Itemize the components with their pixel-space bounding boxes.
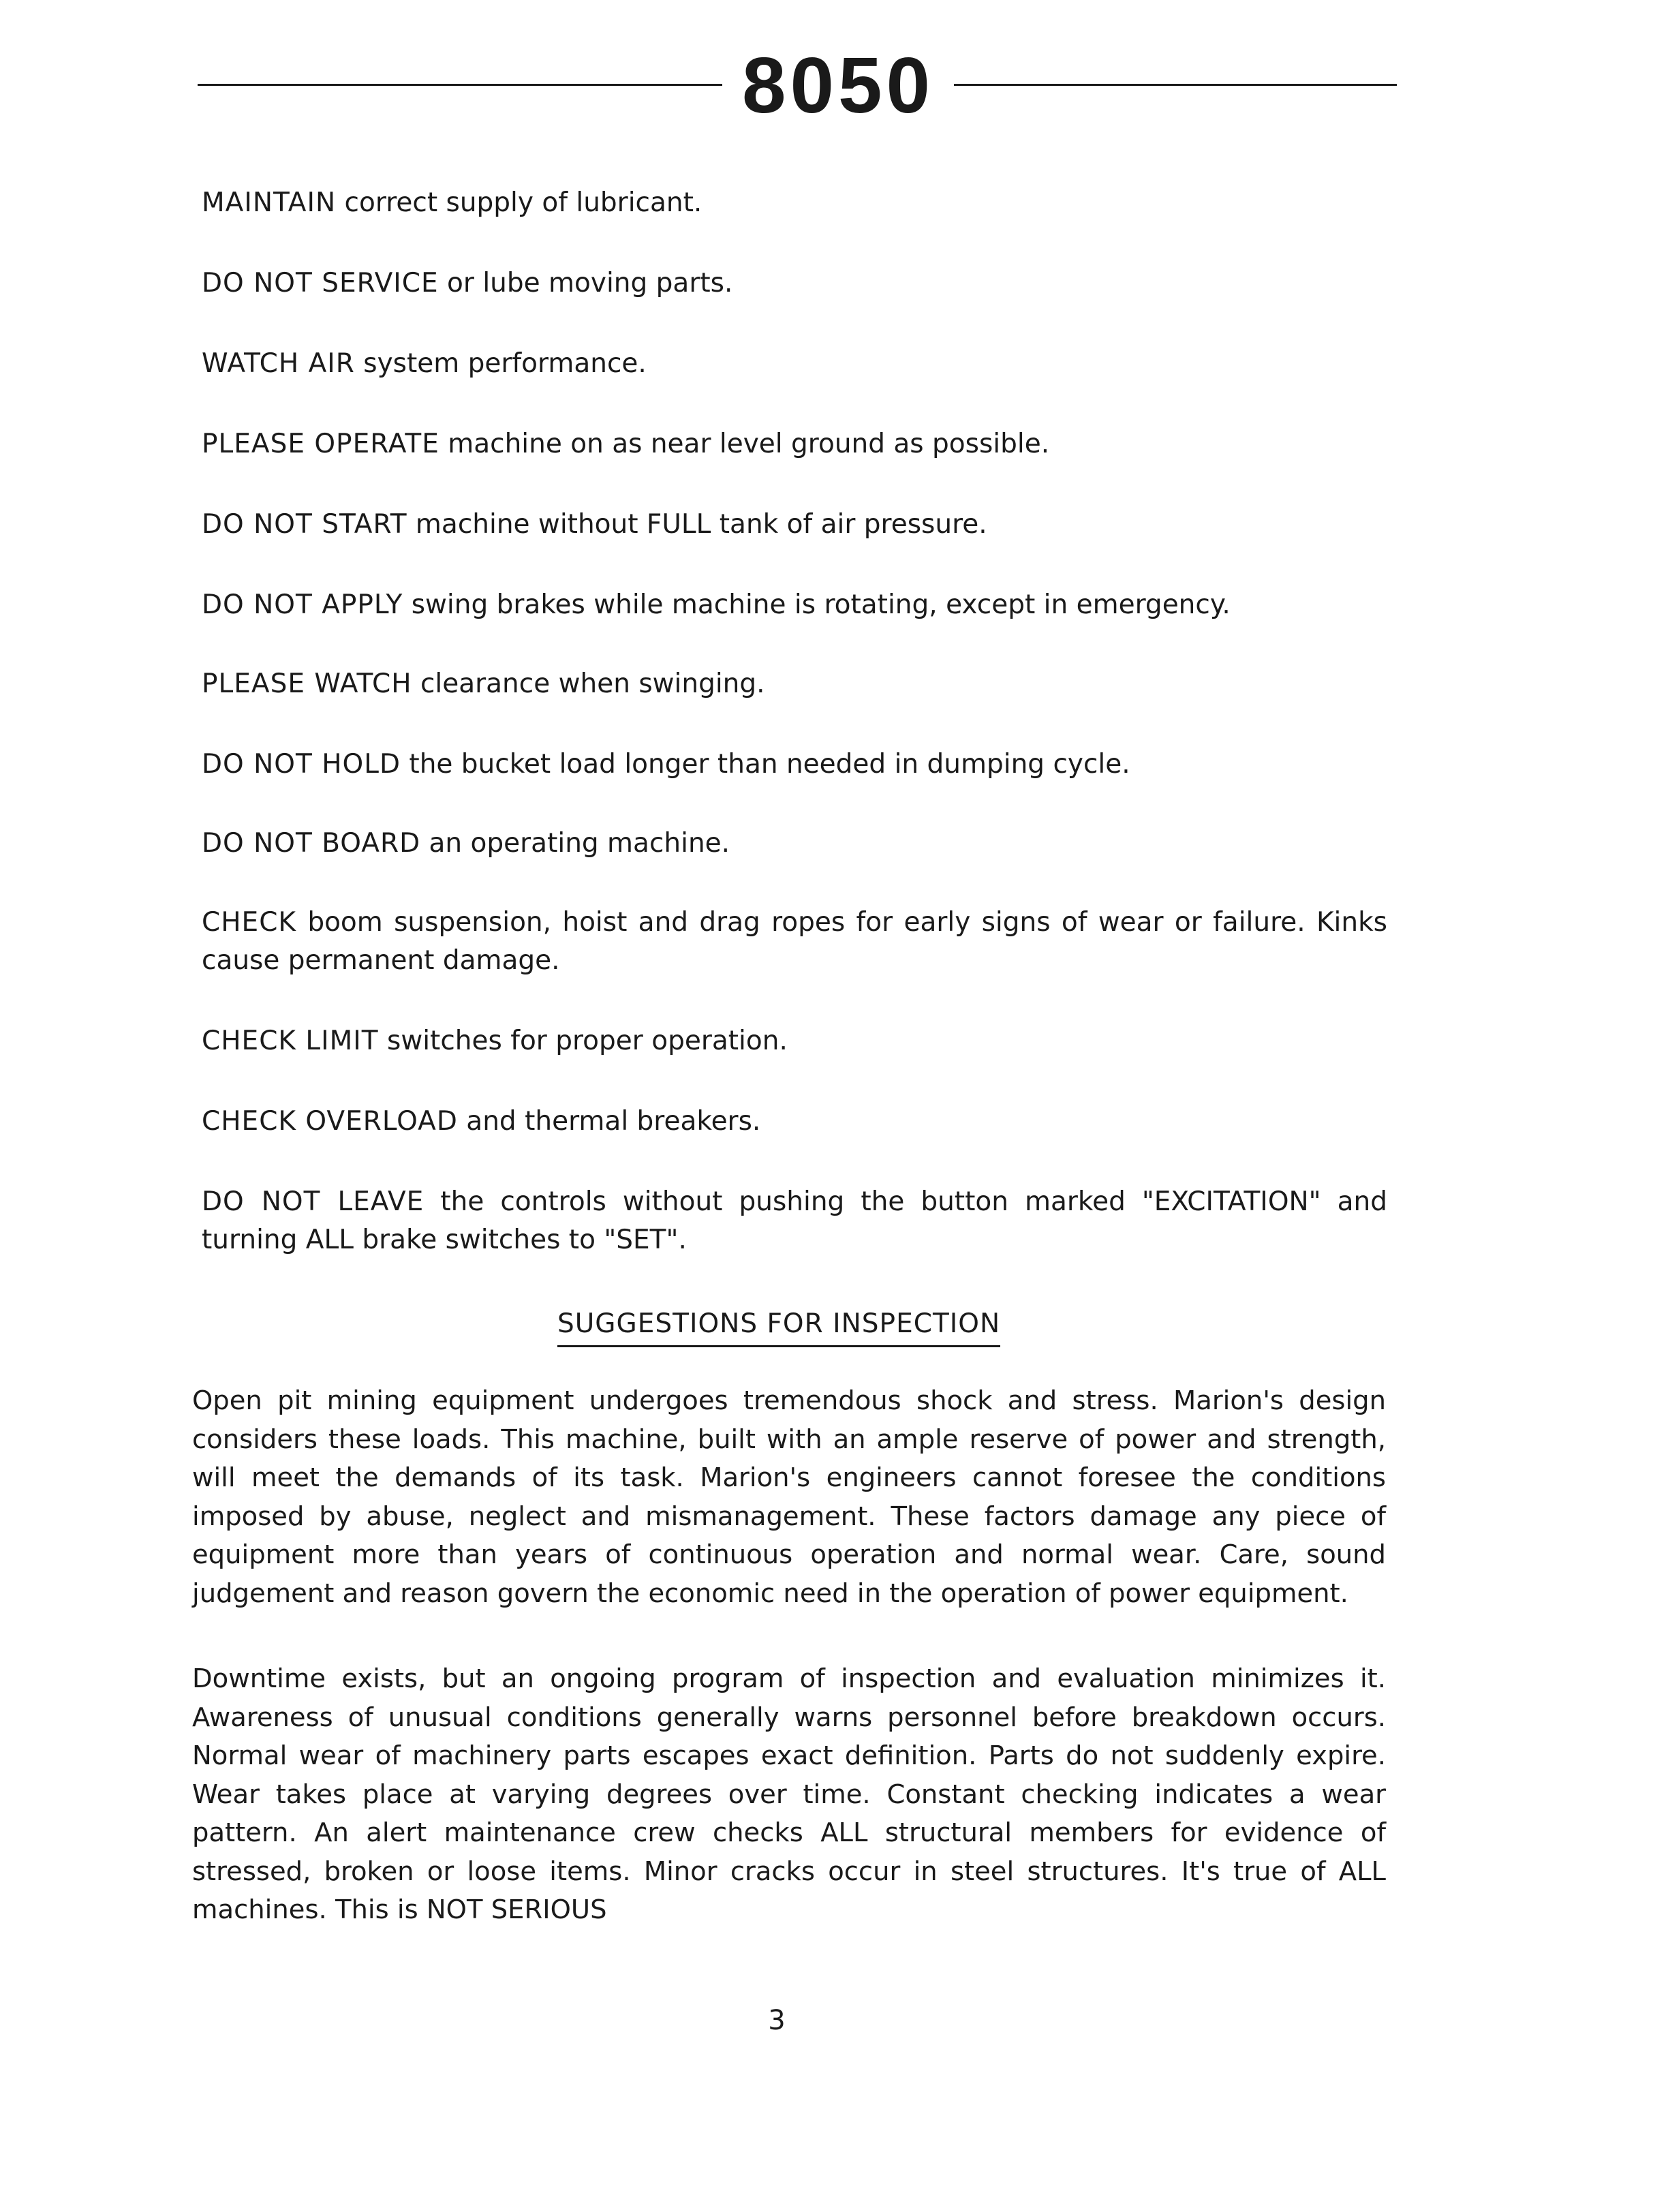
rule-item (202, 904, 1387, 980)
rule-keyword: CHECK LIMIT (202, 1026, 379, 1056)
rule-item (202, 264, 1387, 303)
rule-text: boom suspension, hoist and drag ropes for early signs of wear or failure. Kinks cause permanent damage. (202, 907, 1387, 976)
rule-text: and thermal breakers. (457, 1106, 761, 1137)
rule-item (202, 746, 1387, 784)
rule-item (202, 506, 1387, 544)
rule-keyword: WATCH AIR (202, 348, 355, 379)
rule-text: switches for proper operation. (378, 1026, 788, 1056)
rule-text: correct supply of lubricant. (336, 187, 702, 218)
rule-keyword: PLEASE WATCH (202, 669, 412, 699)
rule-keyword: DO NOT HOLD (202, 749, 401, 780)
rule-item (202, 425, 1387, 463)
rule-keyword: DO NOT START (202, 509, 407, 540)
rule-item (202, 825, 1387, 863)
rule-keyword: PLEASE OPERATE (202, 429, 439, 459)
rule-item (202, 345, 1387, 383)
rule-item (202, 1022, 1387, 1060)
rule-keyword: CHECK OVERLOAD (202, 1106, 458, 1137)
rule-text: the controls without pushing the button marked "EXCITATION" and turning ALL brake switches to "SET". (202, 1186, 1388, 1255)
rule-item (202, 1103, 1387, 1141)
rule-keyword: DO NOT LEAVE (202, 1186, 424, 1217)
rule-text: an operating machine. (420, 828, 730, 859)
body-paragraph: Downtime exists, but an ongoing program of inspection and evaluation minimizes it. Awareness of unusual conditions generally warns personnel before breakdown occurs. Normal wear of machinery parts escapes exact definition. Parts do not suddenly expire. Wear takes place at varying degrees over time. Constant checking indicates a wear pattern. An alert maintenance crew checks ALL structural members for evidence of stressed, broken or loose items. Minor cracks occur in steel structures. It's true of ALL machines. This is NOT SERIOUS (192, 1663, 1386, 1925)
rule-keyword: CHECK (202, 907, 297, 938)
rule-text: machine on as near level ground as possible. (439, 429, 1050, 459)
model-number: 8050 (741, 41, 935, 129)
page-number: 3 (768, 2005, 786, 2036)
header-rule-right (954, 84, 1397, 86)
section-heading: SUGGESTIONS FOR INSPECTION (557, 1307, 1000, 1347)
rule-text: system performance. (354, 348, 647, 379)
header-rule-left (198, 84, 722, 86)
rule-text: or lube moving parts. (438, 268, 733, 298)
rule-keyword: MAINTAIN (202, 187, 337, 218)
rule-item (202, 184, 1387, 222)
rule-keyword: DO NOT APPLY (202, 589, 403, 620)
page-header (198, 41, 1397, 129)
rule-item (202, 665, 1387, 703)
rule-text: the bucket load longer than needed in dumping cycle. (401, 749, 1130, 780)
rule-text: machine without FULL tank of air pressure. (407, 509, 987, 540)
rule-item (202, 586, 1387, 624)
rule-keyword: DO NOT BOARD (202, 828, 421, 859)
body-paragraph: Open pit mining equipment undergoes tremendous shock and stress. Marion's design considers these loads. This machine, built with an ample reserve of power and strength, will meet the demands of its task. Marion's engineers cannot foresee the conditions imposed by abuse, neglect and mismanagement. These factors damage any piece of equipment more than years of continuous operation and normal wear. Care, sound judgement and reason govern the economic need in the operation of power equipment. (192, 1385, 1386, 1609)
rule-text: clearance when swinging. (412, 669, 765, 699)
rule-item (202, 1183, 1387, 1259)
rule-text: swing brakes while machine is rotating, except in emergency. (403, 589, 1231, 620)
rule-keyword: DO NOT SERVICE (202, 268, 439, 298)
